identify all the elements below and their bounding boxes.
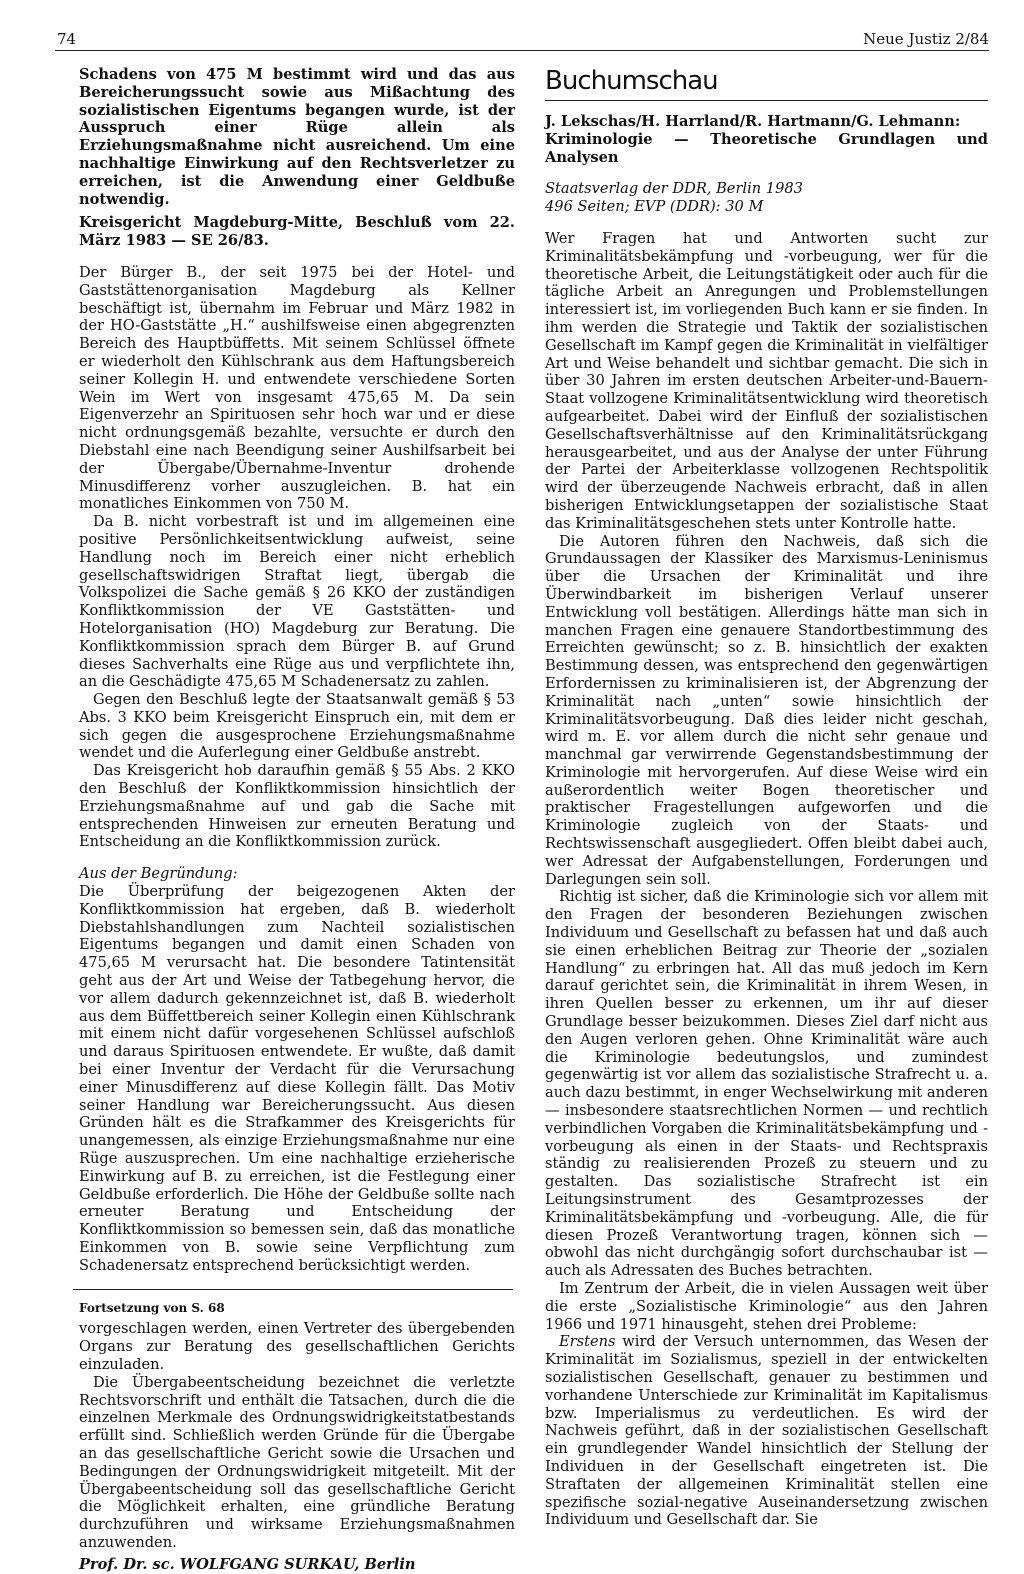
journal-issue: Neue Justiz 2/84 — [863, 30, 989, 48]
reasons-paragraph: Die Überprüfung der beigezogenen Akten der Konfliktkommission hat ergeben, daß B. wiederholt Diebstahlshandlungen zum Nachteil sozialistischen Eigentums begangen und damit einen Schaden von 475,65 M verursacht hat. Die besondere Tatintensität geht aus der Art und Weise der Tatbegehung hervor, die vor allem dadurch gekennzeichnet ist, daß B. wiederholt aus dem Büffettbereich seiner Kollegin einen Kühlschrank mit einem nicht dafür vorgesehenen Schlüssel aufschloß und daraus Spirituosen entwendete. Er wußte, daß damit bei einer Inventur der Verdacht für die Verursachung einer Minusdifferenz auf diese Kollegin fällt. Das Motiv seiner Handlung war Bereicherungssucht. Aus diesen Gründen hält es die Strafkammer des Kreisgerichts für unangemessen, als einzige Erziehungsmaßnahme nur eine Rüge auszusprechen. Um eine nachhaltige erzieherische Einwirkung auf B. zu erreichen, ist die Festlegung einer Geldbuße erforderlich. Die Höhe der Geldbuße sollte nach erneuter Beratung und Entscheidung der Konfliktkommission so bemessen sein, daß das monatliche Einkommen von B. sowie seine Verpflichtung zum Schadenersatz entsprechend berücksichtigt werden. — [79, 883, 515, 1274]
header-rule — [55, 50, 989, 51]
right-column — [545, 66, 988, 1529]
court-citation: Kreisgericht Magdeburg-Mitte, Beschluß vom 22. März 1983 — SE 26/83. — [79, 214, 515, 250]
headnote: Schadens von 475 M bestimmt wird und das aus Bereicherungssucht sowie aus Mißachtung des sozialistischen Eigentums begangen wurde, ist der Ausspruch einer Rüge allein als Erziehungsmaßnahme nicht ausreichend. Um eine nachhaltige Einwirkung auf den Rechtsverletzer zu erreichen, ist die Anwendung einer Geldbuße notwendig. — [79, 66, 515, 208]
continuation-paragraph: vorgeschlagen werden, einen Vertreter des übergebenden Organs zur Beratung des gesellschaftlichen Gerichts einzuladen. — [79, 1320, 515, 1373]
review-paragraph: Wer Fragen hat und Antworten sucht zur Kriminalitätsbekämpfung und -vorbeugung, wer für die theoretische Arbeit, die Leitungstätigkeit oder auch für die tägliche Arbeit an Anregungen und Problemstellungen interessiert ist, im vorliegenden Buch kann er sie finden. In ihm werden die Strategie und Taktik der sozialistischen Gesellschaft im Kampf gegen die Kriminalität in vielfältiger Art und Weise behandelt und sichtbar gemacht. Die sich in über 30 Jahren im ersten deutschen Arbeiter-und-Bauern-Staat vollzogene Kriminalitätsentwicklung wird theoretisch aufgearbeitet. Dabei wird der Einfluß der sozialistischen Gesellschaftsverhältnisse auf den Kriminalitätsrückgang herausgearbeitet, und aus der Analyse der unter Führung der Partei der Arbeiterklasse vollzogenen Rechtspolitik wird der überzeugende Nachweis erbracht, daß in allen bisherigen Entwicklungsetappen der sozialistische Staat das Kriminalitätsgeschehen stets unter Kontrolle hatte. — [545, 229, 988, 532]
review-paragraph: Die Autoren führen den Nachweis, daß sich die Grundaussagen der Klassiker des Marxismus-Leninismus über die Ursachen der Kriminalität und ihre Überwindbarkeit im bisherigen Verlauf unserer Entwicklung voll bestätigen. Allerdings hätte man sich in manchen Fragen eine genauere Standortbestimmung des Erreichten gewünscht; so z. B. hinsichtlich der exakten Bestimmung dessen, was entsprechend den gegenwärtigen Erfordernissen zu kriminalisieren ist, der Abgrenzung der Kriminalität nach „unten“ sowie hinsichtlich der Kriminalitätsvorbeugung. Daß dies leider nicht geschah, wird m. E. vor allem durch die nicht sehr genaue und manchmal gar verwirrende Gegenstandsbestimmung der Kriminologie mit hervorgerufen. Auf diese Weise wird ein außerordentlich weiter Bogen theoretischer und praktischer Fragestellungen aufgeworfen und die Kriminologie zugleich von der Staats- und Rechtswissenschaft ausgegliedert. Offen bleibt dabei auch, wer Adressat der Aufgabenstellungen, Forderungen und Darlegungen sein soll. — [545, 532, 988, 888]
review-paragraph: Richtig ist sicher, daß die Kriminologie sich vor allem mit den Fragen der besonderen Beziehungen zwischen Individuum und Gesellschaft zu befassen hat und daß auch sie einen erheblichen Beitrag zur Theorie der „sozialen Handlung“ zu erbringen hat. All das muß jedoch im Kern darauf gerichtet sein, die Kriminalität in ihrem Wesen, in ihren Quellen besser zu erkennen, um ihr auf dieser Grundlage besser beizukommen. Dieses Ziel darf nicht aus den Augen verloren gehen. Ohne Kriminalität wäre auch die Kriminologie bedeutungslos, und zumindest gegenwärtig ist vor allem das sozialistische Strafrecht u. a. auch dazu bestimmt, in enger Wechselwirkung mit anderen — insbesondere staatsrechtlichen Normen — und rechtlich verbindlichen Vorgaben die Kriminalitätsbekämpfung und -vorbeugung als einen in der Staats- und Rechtspraxis ständig zu realisierenden Prozeß zu steuern und zu gestalten. Das sozialistische Strafrecht ist ein Leitungsinstrument des Gesamtprozesses der Kriminalitätsbekämpfung und -vorbeugung. Alle, die für diesen Prozeß Verantwortung tragen, können sich — obwohl das nicht durchgängig sofort durchschaubar ist — auch als Adressaten des Buches betrachten. — [545, 888, 988, 1280]
book-pages-price: 496 Seiten; EVP (DDR): 30 M — [545, 198, 764, 216]
left-column — [79, 66, 515, 1574]
review-text: wird der Versuch unternommen, das Wesen der Kriminalität im Sozialismus, speziell in der entwickelten sozialistischen Gesellschaft, genauer zu bestimmen und vorhandene Unterschiede zur Kriminalität im Kapitalismus bzw. Imperialismus zu verdeutlichen. Es wird der Nachweis geführt, daß in der sozialistischen Gesellschaft ein grundlegender Wandel hinsichtlich der Stellung der Individuen in der Gesellschaft eingetreten ist. Die Straftaten der allgemeinen Kriminalität stellen eine spezifische sozial-negative Auseinandersetzung zwischen Individuum und Gesellschaft dar. Sie — [545, 1333, 988, 1529]
section-divider — [73, 1289, 513, 1290]
facts-paragraph: Gegen den Beschluß legte der Staatsanwalt gemäß § 53 Abs. 3 KKO beim Kreisgericht Einspruch ein, mit dem er sich gegen die ausgesprochene Erziehungsmaßnahme wendet und die Auferlegung einer Geldbuße anstrebt. — [79, 691, 515, 762]
section-title: Buchumschau — [545, 66, 988, 101]
facts-paragraph: Der Bürger B., der seit 1975 bei der Hotel- und Gaststättenorganisation Magdeburg als Kellner beschäftigt ist, übernahm im Februar und März 1982 in der HO-Gaststätte „H.“ aushilfsweise einen abgegrenzten Bereich des Hauptbüffetts. Mit seinem Schlüssel öffnete er wiederholt den Kühlschrank aus dem Haftungsbereich seiner Kollegin H. und entwendete verschiedene Sorten Wein im Wert von insgesamt 475,65 M. Da sein Eigenverzehr an Spirituosen sehr hoch war und er diese nicht ordnungsgemäß bezahlte, versuchte er durch den Diebstahl eine nach Beendigung seiner Aushilfsarbeit bei der Übergabe/Übernahme-Inventur drohende Minusdifferenz vorher auszugleichen. B. hat ein monatliches Einkommen von 750 M. — [79, 263, 515, 513]
continuation-label: Fortsetzung von S. 68 — [79, 1300, 225, 1315]
review-paragraph — [545, 1333, 988, 1529]
continuation-paragraph: Die Übergabeentscheidung bezeichnet die verletzte Rechtsvorschrift und enthält die Tatsachen, durch die die einzelnen Merkmale des Ordnungswidrigkeitstatbestands erfüllt sind. Schließlich werden Gründe für die Übergabe an das gesellschaftliche Gericht sowie die Ursachen und Bedingungen der Ordnungswidrigkeit mitgeteilt. Mit der Übergabeentscheidung soll das gesellschaftliche Gericht die Möglichkeit erhalten, eine gründliche Beratung durchzuführen und wirksame Erziehungsmaßnahmen anzuwenden. — [79, 1373, 515, 1551]
facts-paragraph: Da B. nicht vorbestraft ist und im allgemeinen eine positive Persönlichkeitsentwicklung aufweist, seine Handlung noch im Bereich einer nicht erheblich gesellschaftswidrigen Straftat liegt, übergab die Volkspolizei die Sache gemäß § 26 KKO der zuständigen Konfliktkommission der VE Gaststätten- und Hotelorganisation (HO) Magdeburg zur Beratung. Die Konfliktkommission sprach dem Bürger B. auf Grund dieses Sachverhalts eine Rüge aus und verpflichtete ihn, an die Geschädigte 475,65 M Schadenersatz zu zahlen. — [79, 513, 515, 691]
reasons-heading: Aus der Begründung: — [79, 865, 238, 883]
page-number: 74 — [57, 30, 77, 48]
emphasis-word: Erstens — [559, 1333, 616, 1351]
review-paragraph: Im Zentrum der Arbeit, die in vielen Aussagen weit über die erste „Sozialistische Kriminologie“ aus den Jahren 1966 und 1971 hinausgeht, stehen drei Probleme: — [545, 1280, 988, 1333]
book-publisher: Staatsverlag der DDR, Berlin 1983 — [545, 180, 803, 198]
author-signature: Prof. Dr. sc. WOLFGANG SURKAU, Berlin — [79, 1555, 416, 1573]
book-title: Kriminologie — Theoretische Grundlagen und Analysen — [545, 130, 988, 166]
book-authors: J. Lekschas/H. Harrland/R. Hartmann/G. Lehmann: — [545, 113, 961, 130]
facts-paragraph: Das Kreisgericht hob daraufhin gemäß § 55 Abs. 2 KKO den Beschluß der Konfliktkommission hinsichtlich der Erziehungsmaßnahme auf und gab die Sache mit entsprechenden Hinweisen zur erneuten Beratung und Entscheidung an die Konfliktkommission zurück. — [79, 762, 515, 851]
